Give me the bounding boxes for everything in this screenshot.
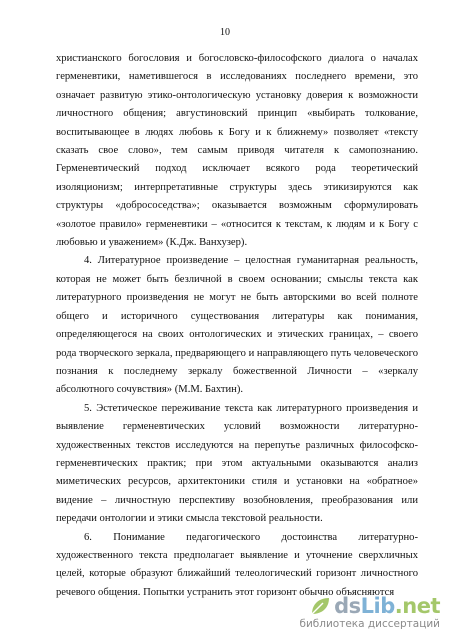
paragraph-thesis-5: 5. Эстетическое переживание текста как литературного произведения и выявление герменевтических условий возможности литературно-художественных текстов исследуются на перепутье различных философско-герменевтических практик; при этом актуальными оказываются анализ миметических ресурсов, архитектоники стиля и установки на «обратное» видение – личностную перспективу возобновления, преобразования или передачи онтологии и этики смысла текстовой реальности. [56, 402, 418, 525]
paragraph-thesis-6: 6. Понимание педагогического достоинства литературно-художественного текста предполагает выявление и уточнение сверхличных целей, которые образуют ближайший телеологический горизонт личностного речевого общения. Попытки устранить этот горизонт обычно объясняются [56, 531, 418, 598]
dslib-leaf-logo-icon [309, 595, 331, 617]
dslib-watermark[interactable] [292, 593, 442, 633]
page-number: 10 [220, 27, 230, 38]
paragraph-continuation: христианского богословия и богословско-философского диалога о началах герменевтики, наметившегося в исследованиях последнего времени, это означает развитую этико-онтологическую установку доверия к возможности личностного общения; августиновский принцип «выбирать толкование, воспитывающее в людях любовь к Богу и к ближнему» позволяет «тексту сказать свое слово», тем самым приводя читателя к самопознанию. Герменевтический подход исключает всякого рода теоретический изоляционизм; интерпретативные структуры здесь этикизируются как структуры «добрососедства»; оказывается возможным сформулировать «золотое правило» герменевтики – «относится к текстам, к людям и к Богу с любовью и уважением» (К.Дж. Ванхузер). [56, 53, 418, 249]
logo-ds: ds [334, 594, 361, 618]
watermark-logo [309, 593, 440, 617]
watermark-subtitle: библиотека диссертаций [299, 618, 440, 630]
logo-net: .net [394, 594, 440, 618]
page-body [56, 50, 418, 602]
logo-lib: Lib [360, 594, 395, 618]
paragraph-thesis-4: 4. Литературное произведение – целостная гуманитарная реальность, которая не может быть безличной в своем основании; смыслы текста как литературного произведения не могут не быть авторскими во всей полноте общего и историчного существования литературы как понимания, определяющегося на своих онтологических и этических границах, – своего рода творческого зеркала, предваряющего и направляющего путь человеческого познания к последнему зеркалу божественной Личности – «зеркалу абсолютного сочувствия» (М.М. Бахтин). [56, 255, 418, 396]
